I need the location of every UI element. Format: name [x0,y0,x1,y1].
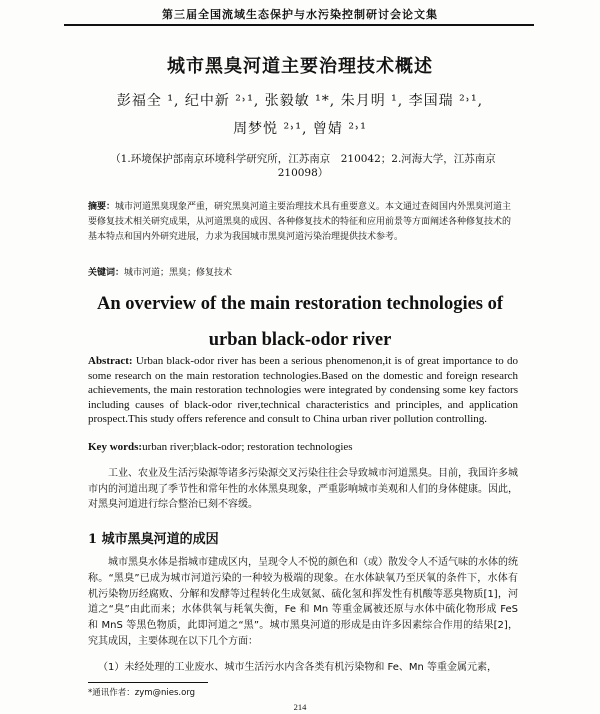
english-title-line-2: urban black-odor river [208,330,392,350]
intro-paragraph: 工业、农业及生活污染源等诸多污染源交叉污染往往会导致城市河道黑臭。目前，我国许多城市内的河道出现了季节性和常年性的水体黑臭现象，严重影响城市美观和人们的身体健康。因此，对黑臭河道进行综合整治已刻不容缓。 [88,468,518,511]
page-number: 214 [293,702,307,712]
abstract-en-label: Abstract: [88,355,133,367]
header-rule [64,24,534,26]
footnote: *通讯作者：zym@nies.org [88,688,196,698]
keywords-en-label: Key words: [88,441,143,453]
abstract-cn-label: 摘要： [88,202,116,212]
affiliation: （1.环境保护部南京环境科学研究所，江苏南京 210042；2.河海大学，江苏南京 210098） [110,153,507,179]
abstract-cn-text: 城市河道黑臭现象严重，研究黑臭河道主要治理技术具有重要意义。本文通过查阅国内外黑臭河道主要修复技术相关研究成果，从河道黑臭的成因、各种修复技术的特征和应用前景等方面阐述各种修复技术的基本特点和国内外研究进展，力求为我国城市黑臭河道污染治理提供技术参考。 [88,202,512,242]
keywords-cn-label: 关键词： [88,268,125,278]
authors-line-1: 彭福全 ¹, 纪中新 ²˒¹, 张毅敏 ¹*, 朱月明 ¹, 李国瑞 ²˒¹, [116,93,484,109]
keywords-en [88,441,518,453]
running-header: 第三届全国流域生态保护与水污染控制研讨会论文集 [162,8,438,21]
footnote-rule [88,682,208,683]
authors-line-2: 周梦悦 ²˒¹, 曾婧 ²˒¹ [233,121,367,137]
paper-title: 城市黑臭河道主要治理技术概述 [167,56,433,77]
keywords-cn [88,265,516,278]
abstract-en-text: Urban black-odor river has been a serious phenomenon,it is of great importance to do some research on the main restoration technologies.Based on the domestic and foreign research achievements, the main restoration technologies were integrated by condensing some key factors including causes of black-odor river,technical characteristics and principles, and application prospect.This study offers reference and consult to China urban river pollution controlling. [88,355,518,426]
keywords-en-text: urban river;black-odor; restoration technologies [142,441,353,453]
list-item-1: （1）未经处理的工业废水、城市生活污水内含各类有机污染物和 Fe、Mn 等重金属元素， [98,662,498,673]
section-1-body: 城市黑臭水体是指城市建成区内，呈现令人不悦的颜色和（或）散发令人不适气味的水体的统称。“黑臭”已成为城市河道污染的一种较为极端的现象。在水体缺氧乃至厌氧的条件下，水体有机污染物历经腐败、分解和发酵等过程转化生成氨氮、硫化氢和挥发性有机酸等恶臭物质[1]，河道之“臭”由此而来；水体供氧与耗氧失衡，Fe 和 Mn 等重金属被还原与水体中硫化物形成 FeS 和 MnS 等黑色物质，此即河道之“黑”。城市黑臭河道的形成是由许多因素综合作用的结果[2]，究其成因，主要体现在以下几个方面： [88,557,518,647]
abstract-cn [88,200,516,245]
english-title-line-1: An overview of the main restoration technologies of [96,294,504,314]
keywords-cn-text: 城市河道；黑臭；修复技术 [124,268,233,278]
abstract-en [88,354,518,427]
section-1-heading: 1 城市黑臭河道的成因 [88,532,219,547]
